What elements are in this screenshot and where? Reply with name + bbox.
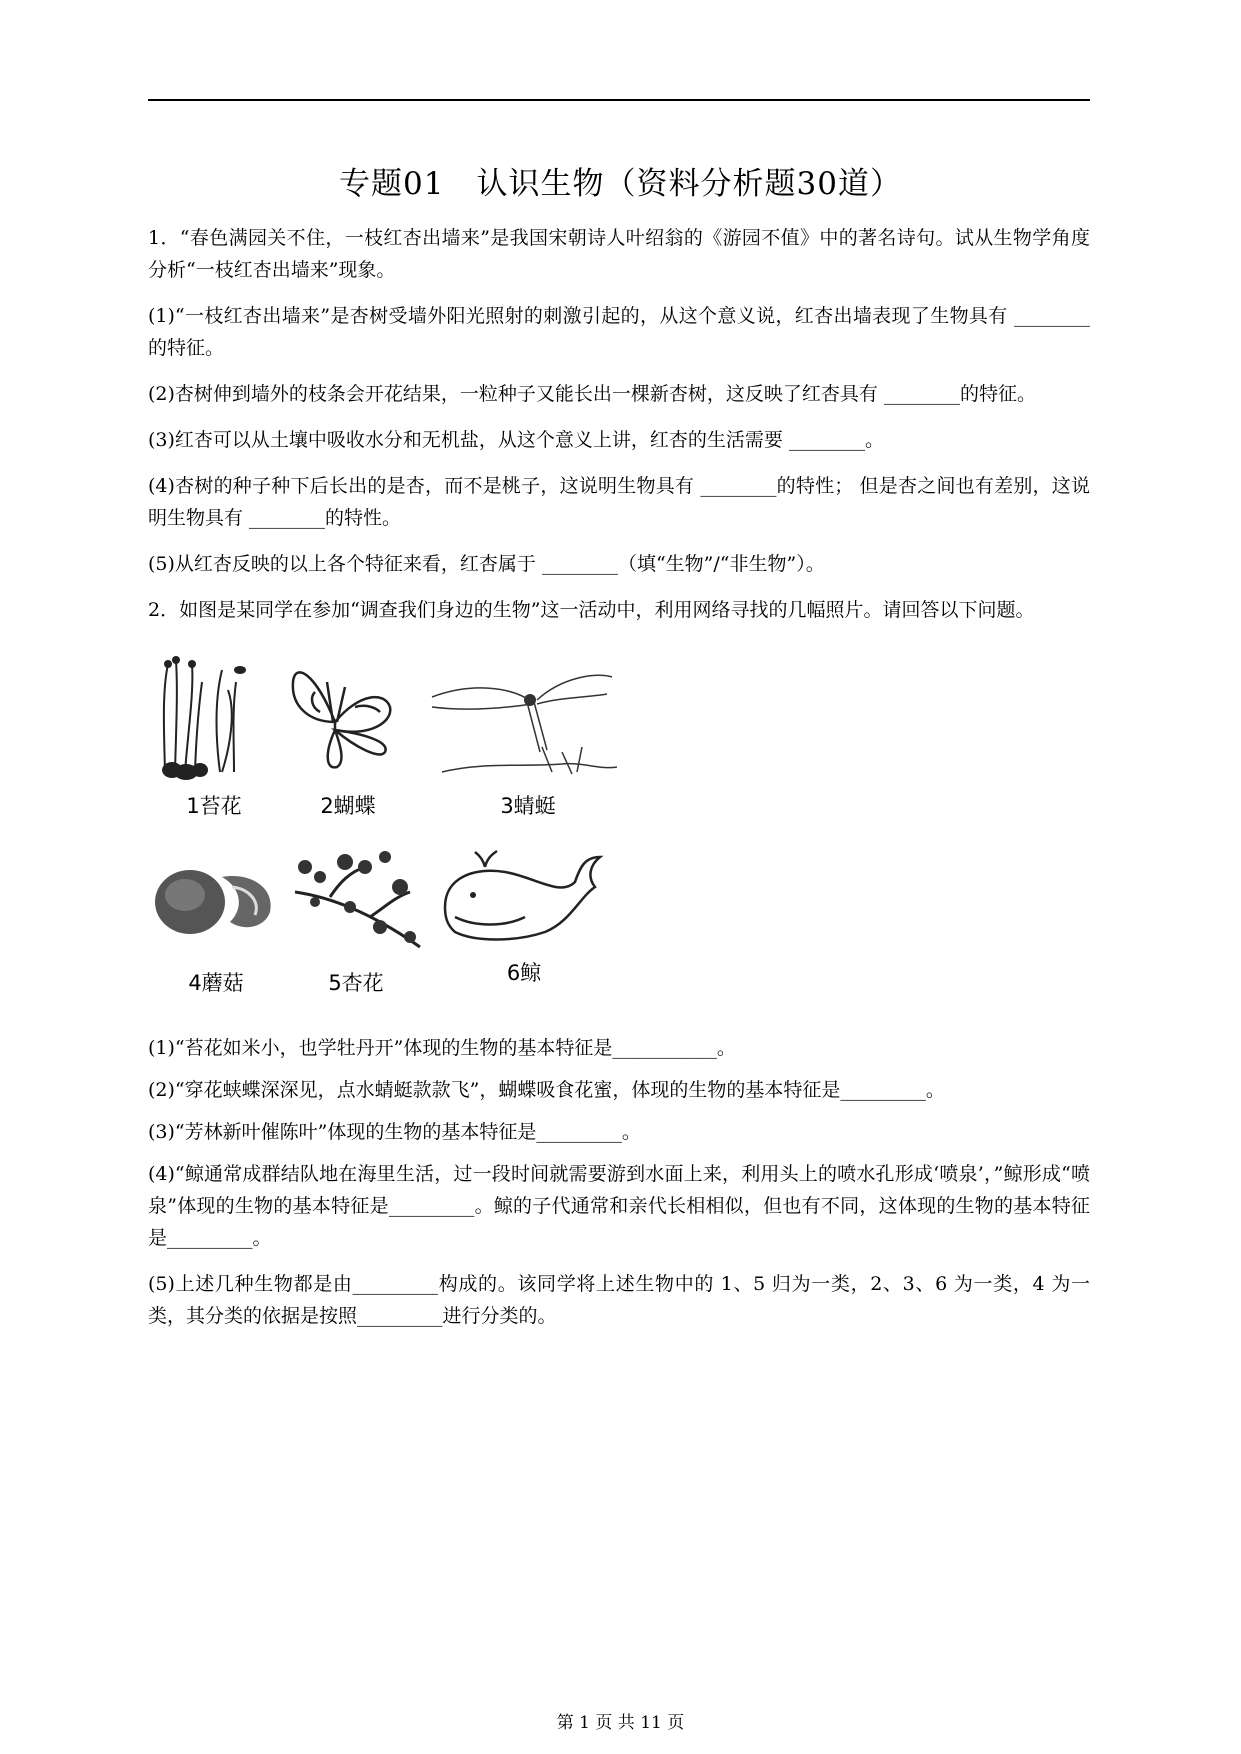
header-rule <box>148 99 1090 101</box>
page-title: 专题01 认识生物（资料分析题30道） <box>339 166 902 202</box>
caption-butterfly: 2蝴蝶 <box>320 794 376 818</box>
q1-stem: 1．“春色满园关不住，一枝红杏出墙来”是我国宋朝诗人叶绍翁的《游园不值》中的著名诗句。试从生物学角度分析“一枝红杏出墙来”现象。 <box>148 227 1090 281</box>
q1-sub3: (3)红杏可以从土壤中吸收水分和无机盐，从这个意义上讲，红杏的生活需要 ________。 <box>148 429 884 451</box>
q1-sub5: (5)从红杏反映的以上各个特征来看，红杏属于 ________（填“生物”/“非生物”）。 <box>148 553 825 575</box>
dragonfly-image <box>422 652 622 782</box>
q2-sub1: (1)“苔花如米小，也学牡丹开”体现的生物的基本特征是___________。 <box>148 1037 736 1059</box>
q2-sub3: (3)“芳林新叶催陈叶”体现的生物的基本特征是_________。 <box>148 1121 641 1143</box>
mushroom-image <box>150 847 310 957</box>
q2-stem: 2．如图是某同学在参加“调查我们身边的生物”这一活动中，利用网络寻找的几幅照片。请回答以下问题。 <box>148 599 1035 621</box>
caption-apricot-flower: 5杏花 <box>328 971 384 995</box>
organism-photos-figure <box>150 652 670 1022</box>
q1-sub2: (2)杏树伸到墙外的枝条会开花结果，一粒种子又能长出一棵新杏树，这反映了红杏具有 ________的特征。 <box>148 383 1036 405</box>
caption-dragonfly: 3蜻蜓 <box>500 794 556 818</box>
q1-sub1: (1)“一枝红杏出墙来”是杏树受墙外阳光照射的刺激引起的，从这个意义说，红杏出墙表现了生物具有 ________的特征。 <box>148 305 1090 359</box>
caption-whale: 6鲸 <box>506 961 542 985</box>
caption-mushroom: 4蘑菇 <box>188 971 244 995</box>
document-body <box>148 222 1090 1346</box>
caption-moss: 1苔花 <box>186 794 242 818</box>
q2-sub4: (4)“鲸通常成群结队地在海里生活，过一段时间就需要游到水面上来，利用头上的喷水孔形成‘喷泉’，”鲸形成“喷泉”体现的生物的基本特征是_________。鲸的子代通常和亲代长相相似，但也有不同，这体现的生物的基本特征是_________。 <box>148 1163 1090 1249</box>
page-footer: 第 1 页 共 11 页 <box>556 1713 685 1733</box>
q2-sub5: (5)上述几种生物都是由_________构成的。该同学将上述生物中的 1、5 归为一类，2、3、6 为一类，4 为一类，其分类的依据是按照_________进行分类的。 <box>148 1273 1090 1327</box>
q1-sub4: (4)杏树的种子种下后长出的是杏，而不是桃子，这说明生物具有 ________的特性； 但是杏之间也有差别，这说明生物具有 ________的特性。 <box>148 475 1090 529</box>
q2-sub2: (2)“穿花蛱蝶深深见，点水蜻蜓款款飞”，蝴蝶吸食花蜜，体现的生物的基本特征是_________。 <box>148 1079 945 1101</box>
butterfly-image <box>285 652 445 782</box>
apricot-flower-image <box>290 842 450 957</box>
whale-image <box>435 837 605 947</box>
